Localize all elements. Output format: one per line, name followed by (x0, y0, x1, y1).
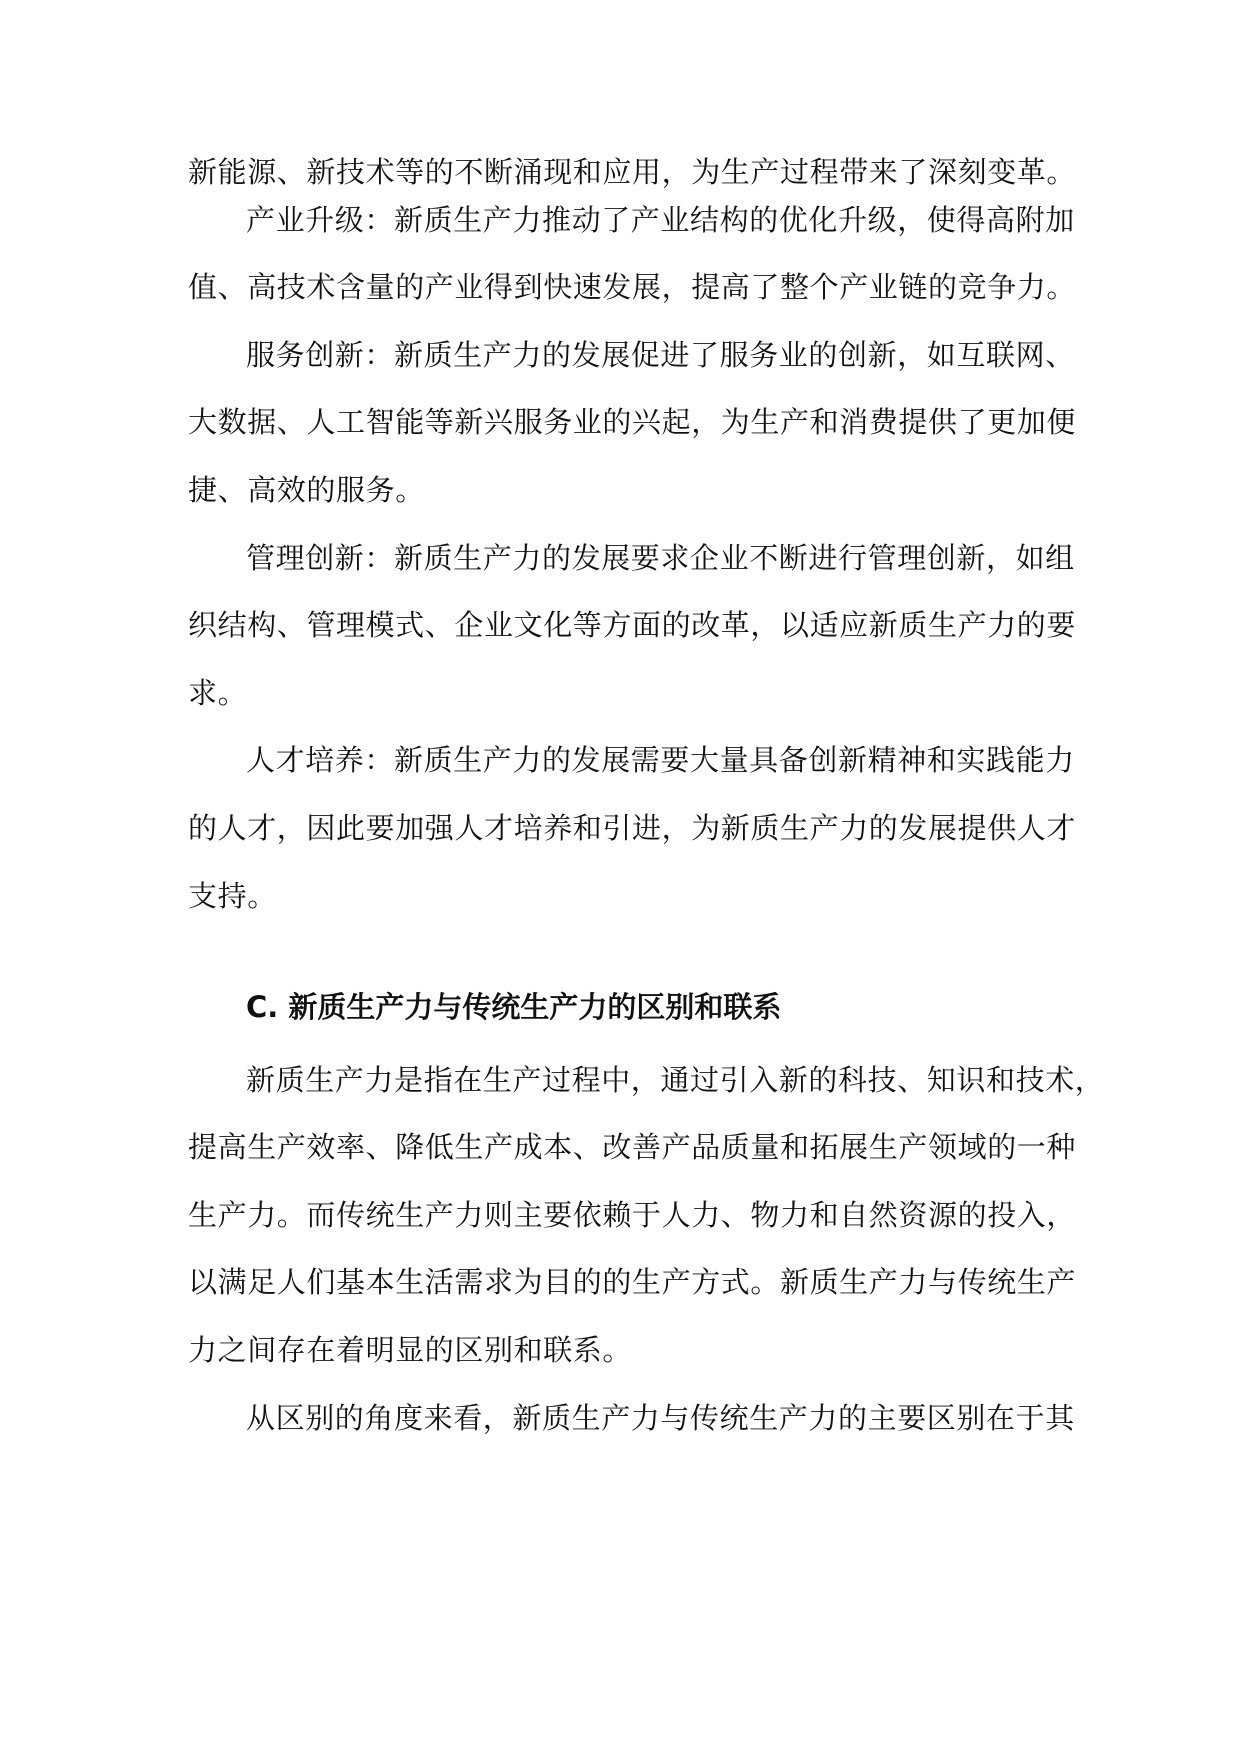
text-line: 提高生产效率、降低生产成本、改善产品质量和拓展生产领域的一种 (188, 1130, 1077, 1164)
text-line: 值、高技术含量的产业得到快速发展，提高了整个产业链的竞争力。 (188, 270, 1077, 304)
text-line: 捷、高效的服务。 (188, 473, 425, 507)
text-line: 力之间存在着明显的区别和联系。 (188, 1333, 633, 1367)
text-line: 的人才，因此要加强人才培养和引进，为新质生产力的发展提供人才 (188, 811, 1077, 845)
text-line: 从区别的角度来看，新质生产力与传统生产力的主要区别在于其 (246, 1401, 1075, 1435)
text-line: 支持。 (188, 879, 277, 913)
text-line: 新能源、新技术等的不断涌现和应用，为生产过程带来了深刻变革。 (188, 155, 1077, 189)
section-heading: C. 新质生产力与传统生产力的区别和联系 (246, 990, 782, 1024)
text-line: 以满足人们基本生活需求为目的的生产方式。新质生产力与传统生产 (188, 1265, 1077, 1299)
text-line: 织结构、管理模式、企业文化等方面的改革，以适应新质生产力的要 (188, 608, 1077, 642)
text-line: 大数据、人工智能等新兴服务业的兴起，为生产和消费提供了更加便 (188, 405, 1077, 439)
text-line: 产业升级：新质生产力推动了产业结构的优化升级，使得高附加 (246, 203, 1075, 237)
text-line: 服务创新：新质生产力的发展促进了服务业的创新，如互联网、 (246, 338, 1075, 372)
text-line: 管理创新：新质生产力的发展要求企业不断进行管理创新，如组 (246, 541, 1075, 575)
text-line: 求。 (188, 676, 248, 710)
text-line: 新质生产力是指在生产过程中，通过引入新的科技、知识和技术， (246, 1063, 1105, 1097)
text-line: 生产力。而传统生产力则主要依赖于人力、物力和自然资源的投入， (188, 1198, 1077, 1232)
text-line: 人才培养：新质生产力的发展需要大量具备创新精神和实践能力 (246, 743, 1075, 777)
